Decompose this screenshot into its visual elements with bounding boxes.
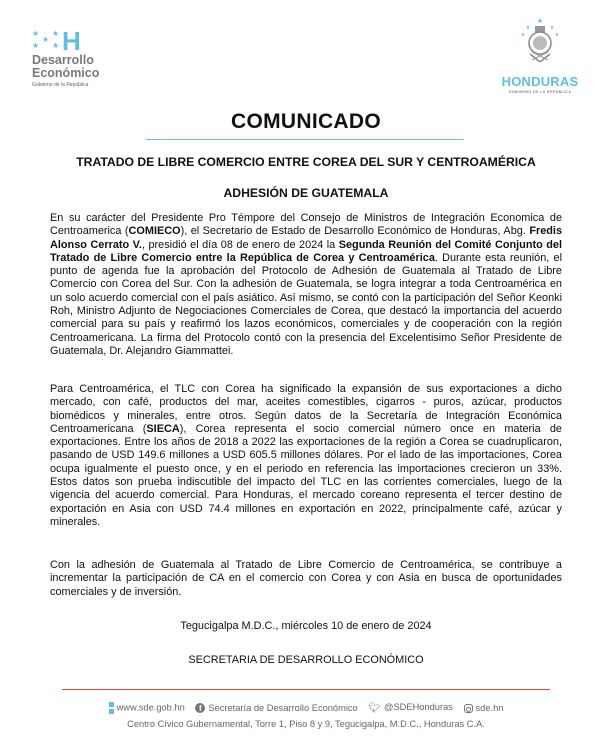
stars-icon: ★ ★ ★ ★ ★ <box>32 29 60 50</box>
paragraph-3: Con la adhesión de Guatemala al Tratado de Libre Comercio de Centroamérica, se contribuye a incrementar la participación de CA en el comercio con Corea y con Asia en busca de oportunidades comerciales y de inversión. <box>50 559 562 598</box>
section-title: ADHESIÓN DE GUATEMALA <box>223 186 389 200</box>
p2-text-2: ), Corea representa el socio comercial número once en materia de exportaciones. Entre los años de 2018 a 2022 las exportaciones de la región a Corea se cuadruplicaron, pasando de USD 149.6 millones a USD 605.5 millones dólares. Por el lado de las importaciones, Corea ocupa igualmente el puesto once, y en el periodo en referencia las importaciones crecieron un 33%. Estos datos son prueba indiscutible del impacto del TLC en las corrientes comerciales, luego de la vigencia del acuerdo comercial. Para Honduras, el mercado coreano representa el tercer destino de exportación en Asia con USD 74.4 millones en exportación en 2022, principalmente café, azúcar y minerales. <box>50 422 562 528</box>
h-mark-icon: H <box>62 26 81 56</box>
p1-text-2: ), el Secretario de Estado de Desarrollo Económico de Honduras, Abg. <box>180 225 530 238</box>
footer-address: Centro Cívico Gubernamental, Torre 1, Piso 8 y 9, Tegucigalpa, M.D.C., Honduras C.A. <box>127 719 485 729</box>
footer-twitter[interactable] <box>368 702 453 713</box>
place-date: Tegucigalpa M.D.C., miércoles 10 de enero de 2024 <box>180 620 432 632</box>
p1-text-3: , presidió el día 08 de enero de 2024 la <box>141 238 339 251</box>
svg-text:★: ★ <box>520 32 526 38</box>
facebook-icon: f <box>195 703 205 713</box>
logo-name-line1: Desarrollo <box>32 53 94 67</box>
honduras-logo <box>500 16 580 100</box>
footer-facebook[interactable] <box>195 703 357 714</box>
p1-text-4: . Durante esta reunión, el punto de agenda fue la aprobación del Protocolo de Adhesión de Guatemala al Tratado de Libre Comercio con Corea del Sur. Con la adhesión de Guatemala, se logra integrar a toda Centroamérica en un solo acuerdo comercial con el país asiático. Así mismo, se contó con la participación del Señor Keonki Roh, Ministro Adjunto de Negociaciones Comerciales de Corea, que destacó la importancia del acuerdo comercial para su país y reafirmó los lazos económicos, comerciales y de cooperación con la región Centroamericana. La firma del Protocolo contó con la presencia del Excelentisimo Señor Presidente de Guatemala, Dr. Alejandro Giammattei. <box>50 251 562 357</box>
svg-text:★: ★ <box>536 18 544 25</box>
footer-divider <box>62 689 550 690</box>
footer-website[interactable] <box>109 702 185 714</box>
paragraph-1 <box>50 212 562 358</box>
p1-text-1: En su carácter del Presidente Pro Témpore del Consejo de Ministros de Integración Economica de Centroamerica ( <box>50 212 562 238</box>
svg-text:★: ★ <box>525 25 531 31</box>
svg-text:★: ★ <box>554 32 560 38</box>
logo-subtitle: Gobierno de la República <box>32 82 89 88</box>
facebook-link[interactable]: Secretaría de Desarrollo Económico <box>208 702 358 713</box>
desarrollo-economico-logo <box>32 26 152 92</box>
title-divider <box>146 139 464 140</box>
signature: SECRETARIA DE DESARROLLO ECONÓMICO <box>188 654 424 666</box>
svg-text:★: ★ <box>549 25 555 31</box>
honduras-wordmark: HONDURAS <box>501 74 579 89</box>
logo-name <box>32 54 99 80</box>
p1-bold-name: Fredis Alonso Cerrato V. <box>50 225 562 251</box>
document-subtitle: TRATADO DE LIBRE COMERCIO ENTRE COREA DEL SUR Y CENTROAMÉRICA <box>76 155 536 169</box>
coat-of-arms-icon <box>520 16 560 62</box>
p1-bold-comieco: COMIECO <box>128 225 181 238</box>
footer-contacts <box>0 702 612 714</box>
website-icon <box>109 702 114 714</box>
twitter-icon: 🐦︎ <box>368 702 382 714</box>
p2-text-1: Para Centroamérica, el TLC con Corea ha significado la expansión de sus exportaciones a dicho mercado, con café, productos del mar, aceites comestibles, cigarros - puros, azúcar, productos biomédicos y minerales, entre otros. Según datos de la Secretaría de Integración Económica Centroamericana ( <box>50 383 562 435</box>
website-link[interactable]: www.sde.gob.hn <box>116 702 185 713</box>
instagram-link[interactable]: sde.hn <box>475 702 504 713</box>
logo-name-line2: Económico <box>32 66 100 80</box>
document-title: COMUNICADO <box>231 110 381 133</box>
instagram-icon <box>464 704 473 713</box>
paragraph-2 <box>50 383 562 529</box>
footer-instagram[interactable] <box>464 703 504 713</box>
honduras-subtitle: GOBIERNO DE LA REPÚBLICA <box>508 90 572 94</box>
p1-bold-meeting: Segunda Reunión del Comité Conjunto del Tratado de Libre Comercio entre la República de Corea y Centroamérica <box>50 238 562 264</box>
p2-bold-sieca: SIECA <box>146 422 180 435</box>
twitter-link[interactable]: @SDEHonduras <box>384 702 453 713</box>
